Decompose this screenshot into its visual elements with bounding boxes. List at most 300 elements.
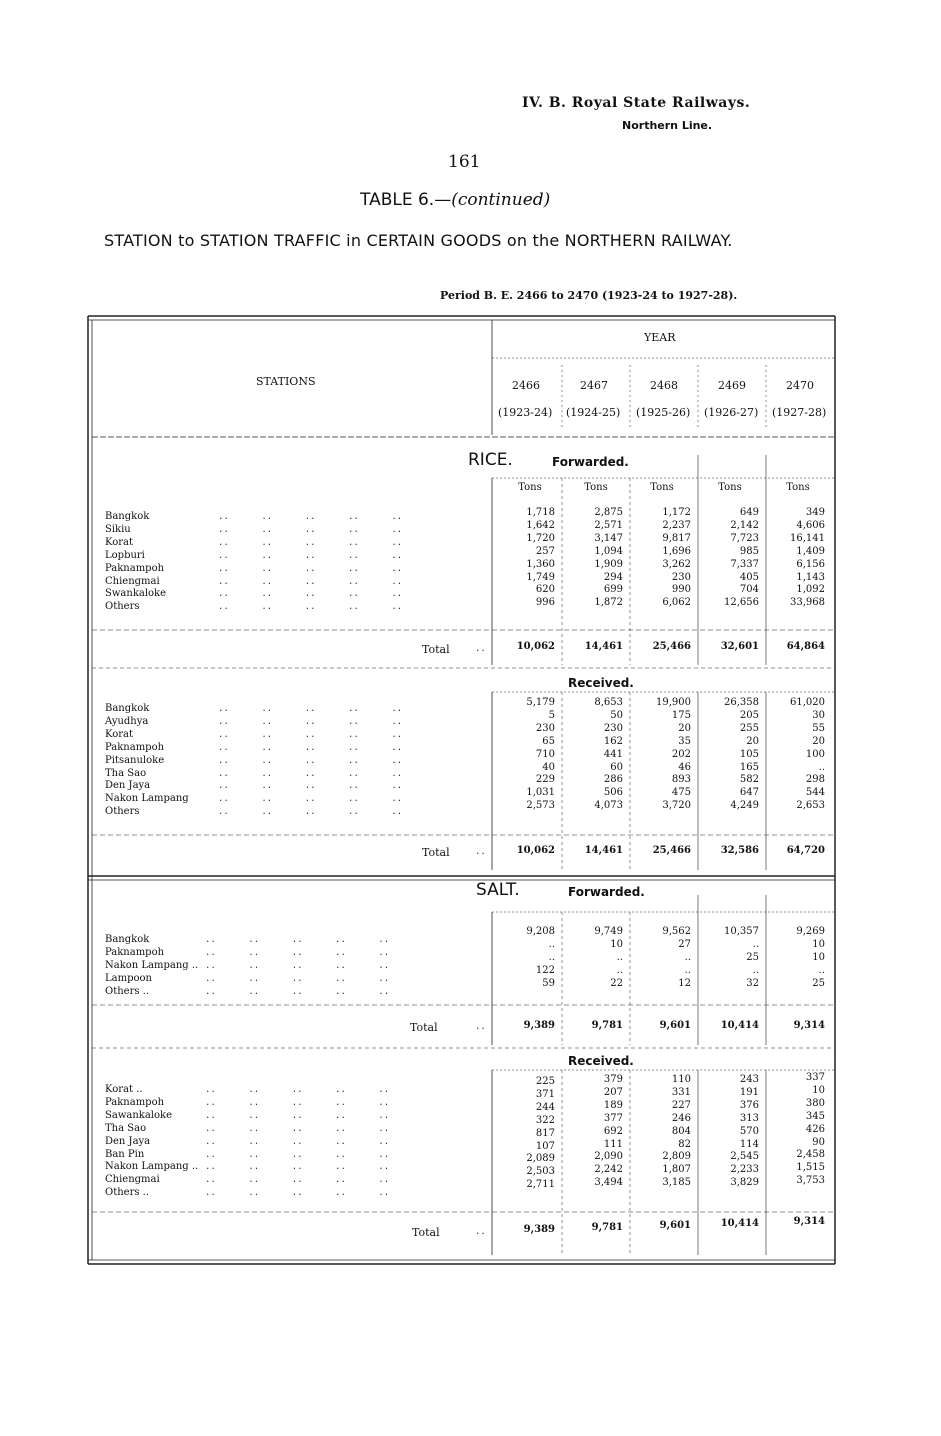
rice-section-title: RICE.: [468, 450, 513, 470]
table-cell: 1,872: [594, 597, 623, 609]
year-2469: 2469: [718, 379, 746, 392]
table-cell: 114: [739, 1138, 759, 1150]
table-cell: 2,875: [594, 507, 623, 518]
leader-dots: [205, 1084, 389, 1200]
station-name: Chiengmai: [105, 1174, 160, 1186]
station-name: Den Jaya: [105, 780, 151, 792]
table-cell: 2,458: [796, 1149, 825, 1161]
table-cell: ..: [684, 951, 691, 963]
station-name: Paknampoh: [105, 562, 165, 574]
table-cell: ..: [548, 951, 555, 963]
table-cell: 82: [678, 1138, 691, 1150]
table-cell: 25: [812, 977, 825, 989]
station-name: Paknampoh: [105, 1096, 165, 1108]
value-column: [500, 1076, 555, 1192]
table-cell: 1,515: [796, 1162, 825, 1174]
table-cell: 12: [678, 977, 691, 989]
table-cell: 230: [535, 722, 555, 734]
table-cell: 202: [671, 748, 691, 760]
table-cell: 1,409: [796, 545, 825, 557]
table-cell: 229: [535, 774, 555, 786]
table-cell: 3,147: [594, 532, 623, 544]
station-name: Tha Sao: [105, 1122, 147, 1134]
leader-dots-row: .. .. .. .. ..: [205, 1085, 390, 1095]
table-cell: 20: [746, 735, 759, 747]
table-cell: 804: [671, 1125, 691, 1137]
leader-dots-row: .. .. .. .. ..: [218, 755, 403, 766]
year-2470: 2470: [786, 379, 814, 392]
leader-dots-row: .. .. .. .. ..: [218, 704, 403, 714]
table-cell: 55: [812, 722, 825, 734]
table-cell: 22: [610, 977, 623, 989]
table-cell: 59: [542, 977, 555, 989]
unit-tons: Tons: [518, 482, 542, 493]
total-label: Total: [412, 1226, 440, 1239]
table-cell: 7,337: [730, 558, 759, 570]
station-list: [105, 934, 198, 999]
table-cell: 2,142: [730, 519, 759, 531]
total-value: 10,414: [720, 1020, 759, 1031]
total-label: Total: [422, 846, 450, 859]
table-cell: 6,062: [662, 597, 691, 609]
total-value: 25,466: [652, 641, 691, 652]
station-name: Ayudhya: [105, 715, 149, 727]
table-cell: 4,073: [594, 800, 623, 812]
table-cell: ..: [616, 964, 623, 976]
table-cell: 225: [535, 1076, 555, 1087]
value-column: [702, 697, 759, 813]
unit-tons: Tons: [718, 482, 742, 493]
leader-dots-row: .. .. .. .. ..: [218, 716, 403, 727]
leader-dots-row: .. .. .. .. ..: [218, 537, 403, 548]
running-header: IV. B. Royal State Railways.: [522, 95, 751, 111]
table-cell: 996: [535, 597, 555, 609]
page-number: 161: [448, 152, 481, 172]
table-cell: 162: [603, 735, 623, 747]
unit-tons: Tons: [650, 482, 674, 493]
year-range-1923: (1923-24): [498, 406, 553, 419]
leader-dots-row: .. .. .. .. ..: [205, 1110, 390, 1121]
station-list: [105, 1084, 198, 1200]
table-cell: 1,172: [662, 507, 691, 518]
table-cell: 9,749: [594, 926, 623, 937]
table-cell: 704: [739, 584, 759, 596]
station-name: Lampoon: [105, 972, 152, 984]
table-cell: 111: [603, 1138, 623, 1150]
table-cell: 1,807: [662, 1164, 691, 1176]
station-name: Bangkok: [105, 934, 150, 945]
table-cell: ..: [548, 938, 555, 950]
table-cell: 405: [739, 571, 759, 583]
table-cell: 4,606: [796, 519, 825, 531]
value-column: [770, 697, 825, 813]
table-cell: 570: [739, 1125, 759, 1137]
table-cell: 2,809: [662, 1151, 691, 1163]
table-cell: 105: [739, 748, 759, 760]
table-cell: ..: [752, 964, 759, 976]
year-2467: 2467: [580, 379, 608, 392]
table-cell: 10: [610, 938, 623, 950]
table-cell: 1,143: [796, 571, 825, 583]
stations-header: STATIONS: [256, 375, 316, 388]
table-cell: 9,269: [796, 926, 825, 937]
leader-dots-row: .. .. .. .. ..: [218, 576, 403, 587]
leader-dots: [218, 703, 402, 819]
table-cell: 20: [812, 735, 825, 747]
table-cell: 331: [671, 1086, 691, 1098]
total-value: 9,781: [591, 1020, 623, 1031]
table-cell: 30: [812, 709, 825, 721]
leader-dots-row: .. .. .. .. ..: [205, 1136, 390, 1147]
table-cell: 349: [805, 507, 825, 518]
leader-dots-row: .. .. .. .. ..: [218, 807, 403, 818]
leader-dots-row: .. .. .. .. ..: [218, 512, 403, 522]
table-cell: 65: [542, 735, 555, 747]
table-cell: 90: [812, 1136, 825, 1148]
table-cell: 1,718: [526, 507, 555, 518]
table-cell: 61,020: [790, 697, 825, 708]
unit-tons: Tons: [584, 482, 608, 493]
leader-dots: ..: [475, 1227, 486, 1237]
station-name: Lopburi: [105, 549, 145, 561]
table-cell: 243: [739, 1074, 759, 1085]
rice-received-title: Received.: [568, 676, 634, 690]
rice-forwarded-title: Forwarded.: [552, 455, 629, 469]
value-column: [634, 697, 691, 813]
table-cell: 25: [746, 951, 759, 963]
leader-dots-row: .. .. .. .. ..: [205, 1162, 390, 1173]
table-cell: 46: [678, 761, 691, 773]
year-range-1927: (1927-28): [772, 406, 827, 419]
table-cell: 4,249: [730, 800, 759, 812]
total-value: 32,601: [720, 641, 759, 652]
table-cell: 3,829: [730, 1177, 759, 1189]
table-cell: 110: [671, 1074, 691, 1085]
leader-dots: ..: [475, 644, 486, 654]
table-cell: 8,653: [594, 697, 623, 708]
table-cell: 893: [671, 774, 691, 786]
total-value: 10,062: [516, 845, 555, 856]
table-cell: 1,696: [662, 545, 691, 557]
total-value: 9,389: [523, 1020, 555, 1031]
value-column: [702, 926, 759, 991]
table-cell: 191: [739, 1086, 759, 1098]
station-name: Others: [105, 806, 140, 818]
leader-dots-row: .. .. .. .. ..: [218, 742, 403, 753]
table-cell: 255: [739, 722, 759, 734]
station-name: Sikiu: [105, 523, 131, 535]
leader-dots: [205, 934, 389, 999]
table-cell: 2,571: [594, 519, 623, 531]
station-name: Tha Sao: [105, 767, 147, 779]
table-cell: 1,092: [796, 584, 825, 596]
value-column: [566, 926, 623, 991]
table-cell: 60: [610, 761, 623, 773]
station-name: Others: [105, 601, 140, 613]
leader-dots-row: .. .. .. .. ..: [205, 947, 390, 958]
value-column: [634, 507, 691, 610]
table-cell: 2,503: [526, 1166, 555, 1178]
table-cell: 3,494: [594, 1177, 623, 1189]
leader-dots-row: .. .. .. .. ..: [218, 589, 403, 600]
table-cell: 426: [805, 1123, 825, 1135]
year-2466: 2466: [512, 379, 540, 392]
leader-dots-row: .. .. .. .. ..: [205, 1188, 390, 1199]
table-cell: 3,262: [662, 558, 691, 570]
table-cell: 1,094: [594, 545, 623, 557]
table-cell: ..: [616, 951, 623, 963]
table-cell: 371: [535, 1088, 555, 1100]
table-cell: 298: [805, 774, 825, 786]
total-value: 10,062: [516, 641, 555, 652]
table-continued: (continued): [451, 190, 551, 210]
leader-dots-row: .. .. .. .. ..: [218, 524, 403, 535]
table-cell: 100: [805, 748, 825, 760]
table-cell: 230: [603, 722, 623, 734]
table-cell: 33,968: [790, 597, 825, 609]
table-cell: 207: [603, 1086, 623, 1098]
table-cell: 165: [739, 761, 759, 773]
table-cell: 2,237: [662, 519, 691, 531]
table-cell: 647: [739, 787, 759, 799]
table-cell: 345: [805, 1110, 825, 1122]
table-cell: 379: [603, 1074, 623, 1085]
table-cell: 2,242: [594, 1164, 623, 1176]
table-cell: 12,656: [724, 597, 759, 609]
table-cell: ..: [752, 938, 759, 950]
total-value: 9,781: [591, 1222, 623, 1233]
value-column: [566, 697, 623, 813]
table-cell: 286: [603, 774, 623, 786]
table-cell: 1,360: [526, 558, 555, 570]
document-title: STATION to STATION TRAFFIC in CERTAIN GOODS on the NORTHERN RAILWAY.: [104, 231, 733, 250]
table-cell: 16,141: [790, 532, 825, 544]
table-cell: 2,545: [730, 1151, 759, 1163]
table-cell: 257: [535, 545, 555, 557]
leader-dots-row: .. .. .. .. ..: [205, 1097, 390, 1108]
station-name: Bangkok: [105, 511, 150, 522]
table-cell: 3,753: [796, 1175, 825, 1187]
value-column: [634, 926, 691, 991]
total-value: 32,586: [720, 845, 759, 856]
station-name: Sawankaloke: [105, 1109, 172, 1121]
year-header: YEAR: [644, 331, 676, 344]
leader-dots-row: .. .. .. .. ..: [218, 781, 403, 792]
table-cell: 5: [548, 709, 555, 721]
station-name: Chiengmai: [105, 575, 160, 587]
table-cell: ..: [818, 761, 825, 773]
table-cell: ..: [684, 964, 691, 976]
total-value: 9,314: [793, 1216, 825, 1227]
table-cell: 7,723: [730, 532, 759, 544]
leader-dots: ..: [475, 847, 486, 857]
total-value: 9,601: [659, 1020, 691, 1031]
table-cell: 107: [535, 1140, 555, 1152]
table-cell: 6,156: [796, 558, 825, 570]
leader-dots-row: .. .. .. .. ..: [218, 563, 403, 574]
table-cell: 2,573: [526, 800, 555, 812]
table-cell: 9,817: [662, 532, 691, 544]
table-cell: 205: [739, 709, 759, 721]
table-cell: 230: [671, 571, 691, 583]
year-range-1926: (1926-27): [704, 406, 759, 419]
table-cell: 189: [603, 1099, 623, 1111]
station-list: [105, 703, 189, 819]
station-name: Pitsanuloke: [105, 754, 165, 766]
table-cell: 9,562: [662, 926, 691, 937]
station-list: [105, 511, 166, 614]
station-name: Ban Pin: [105, 1148, 145, 1160]
leader-dots-row: .. .. .. .. ..: [205, 960, 390, 971]
total-value: 25,466: [652, 845, 691, 856]
year-range-1925: (1925-26): [636, 406, 691, 419]
table-cell: 35: [678, 735, 691, 747]
running-subheader: Northern Line.: [622, 119, 713, 132]
value-column: [500, 697, 555, 813]
table-cell: 27: [678, 938, 691, 950]
table-cell: 122: [535, 964, 555, 976]
total-value: 14,461: [584, 845, 623, 856]
table-cell: 313: [739, 1112, 759, 1124]
value-column: [500, 926, 555, 991]
table-cell: 10: [812, 938, 825, 950]
table-cell: 649: [739, 507, 759, 518]
leader-dots-row: .. .. .. .. ..: [205, 935, 390, 945]
table-cell: 244: [535, 1101, 555, 1113]
leader-dots-row: .. .. .. .. ..: [218, 729, 403, 740]
table-cell: 175: [671, 709, 691, 721]
table-cell: 376: [739, 1099, 759, 1111]
table-cell: 26,358: [724, 697, 759, 708]
table-cell: 1,031: [526, 787, 555, 799]
value-column: [770, 1072, 825, 1188]
value-column: [770, 926, 825, 991]
table-cell: 294: [603, 571, 623, 583]
table-cell: 10,357: [724, 926, 759, 937]
table-cell: 337: [805, 1072, 825, 1083]
leader-dots-row: .. .. .. .. ..: [205, 986, 390, 997]
table-cell: 5,179: [526, 697, 555, 708]
table-cell: 32: [746, 977, 759, 989]
station-name: Others ..: [105, 985, 150, 997]
table-cell: 506: [603, 787, 623, 799]
leader-dots-row: .. .. .. .. ..: [205, 1123, 390, 1134]
table-cell: 322: [535, 1114, 555, 1126]
table-cell: 3,720: [662, 800, 691, 812]
table-cell: 2,653: [796, 800, 825, 812]
table-cell: 2,233: [730, 1164, 759, 1176]
table-cell: ..: [818, 964, 825, 976]
total-value: 64,864: [786, 641, 825, 652]
period-line: Period B. E. 2466 to 2470 (1923-24 to 1927-28).: [440, 289, 738, 302]
station-name: Nakon Lampang ..: [105, 959, 199, 971]
table-cell: 10: [812, 1084, 825, 1096]
value-column: [500, 507, 555, 610]
table-cell: 50: [610, 709, 623, 721]
table-cell: 377: [603, 1112, 623, 1124]
value-column: [770, 507, 825, 610]
salt-forwarded-title: Forwarded.: [568, 885, 645, 899]
total-value: 64,720: [786, 845, 825, 856]
station-name: Others ..: [105, 1187, 150, 1199]
table-cell: 9,208: [526, 926, 555, 937]
table-cell: 2,089: [526, 1153, 555, 1165]
table-cell: 246: [671, 1112, 691, 1124]
leader-dots-row: .. .. .. .. ..: [205, 973, 390, 984]
table-cell: 817: [535, 1127, 555, 1139]
leader-dots-row: .. .. .. .. ..: [218, 794, 403, 805]
station-name: Paknampoh: [105, 946, 165, 958]
station-name: Korat: [105, 728, 133, 740]
table-label: TABLE 6.—: [360, 190, 452, 210]
table-cell: 582: [739, 774, 759, 786]
value-column: [634, 1074, 691, 1190]
value-column: [702, 507, 759, 610]
total-label: Total: [422, 643, 450, 656]
table-cell: 990: [671, 584, 691, 596]
value-column: [566, 1074, 623, 1190]
leader-dots-row: .. .. .. .. ..: [218, 602, 403, 613]
station-name: Korat: [105, 536, 133, 548]
table-cell: 544: [805, 787, 825, 799]
table-cell: 20: [678, 722, 691, 734]
table-cell: 40: [542, 761, 555, 773]
total-value: 10,414: [720, 1218, 759, 1229]
table-cell: 692: [603, 1125, 623, 1137]
total-value: 9,389: [523, 1224, 555, 1235]
unit-tons: Tons: [786, 482, 810, 493]
leader-dots-row: .. .. .. .. ..: [205, 1149, 390, 1160]
total-label: Total: [410, 1021, 438, 1034]
table-cell: 1,720: [526, 532, 555, 544]
table-cell: 620: [535, 584, 555, 596]
table-cell: 227: [671, 1099, 691, 1111]
table-cell: 475: [671, 787, 691, 799]
station-name: Nakon Lampang: [105, 793, 189, 805]
leader-dots: ..: [475, 1022, 486, 1032]
total-value: 9,601: [659, 1220, 691, 1231]
table-cell: 10: [812, 951, 825, 963]
table-cell: 985: [739, 545, 759, 557]
leader-dots-row: .. .. .. .. ..: [218, 550, 403, 561]
table-cell: 1,749: [526, 571, 555, 583]
salt-received-title: Received.: [568, 1054, 634, 1068]
leader-dots: [218, 511, 402, 614]
station-name: Swankaloke: [105, 588, 167, 600]
value-column: [566, 507, 623, 610]
station-name: Korat ..: [105, 1084, 143, 1095]
table-cell: 710: [535, 748, 555, 760]
value-column: [702, 1074, 759, 1190]
station-name: Nakon Lampang ..: [105, 1161, 199, 1173]
table-cell: 1,642: [526, 519, 555, 531]
station-name: Paknampoh: [105, 741, 165, 753]
table-cell: 441: [603, 748, 623, 760]
table-cell: 19,900: [656, 697, 691, 708]
station-name: Bangkok: [105, 703, 150, 714]
table-cell: 699: [603, 584, 623, 596]
leader-dots-row: .. .. .. .. ..: [205, 1175, 390, 1186]
year-range-1924: (1924-25): [566, 406, 621, 419]
table-cell: 380: [805, 1097, 825, 1109]
total-value: 9,314: [793, 1020, 825, 1031]
table-cell: 2,090: [594, 1151, 623, 1163]
station-name: Den Jaya: [105, 1135, 151, 1147]
year-2468: 2468: [650, 379, 678, 392]
salt-section-title: SALT.: [476, 880, 520, 900]
table-cell: 2,711: [526, 1179, 555, 1191]
leader-dots-row: .. .. .. .. ..: [218, 768, 403, 779]
